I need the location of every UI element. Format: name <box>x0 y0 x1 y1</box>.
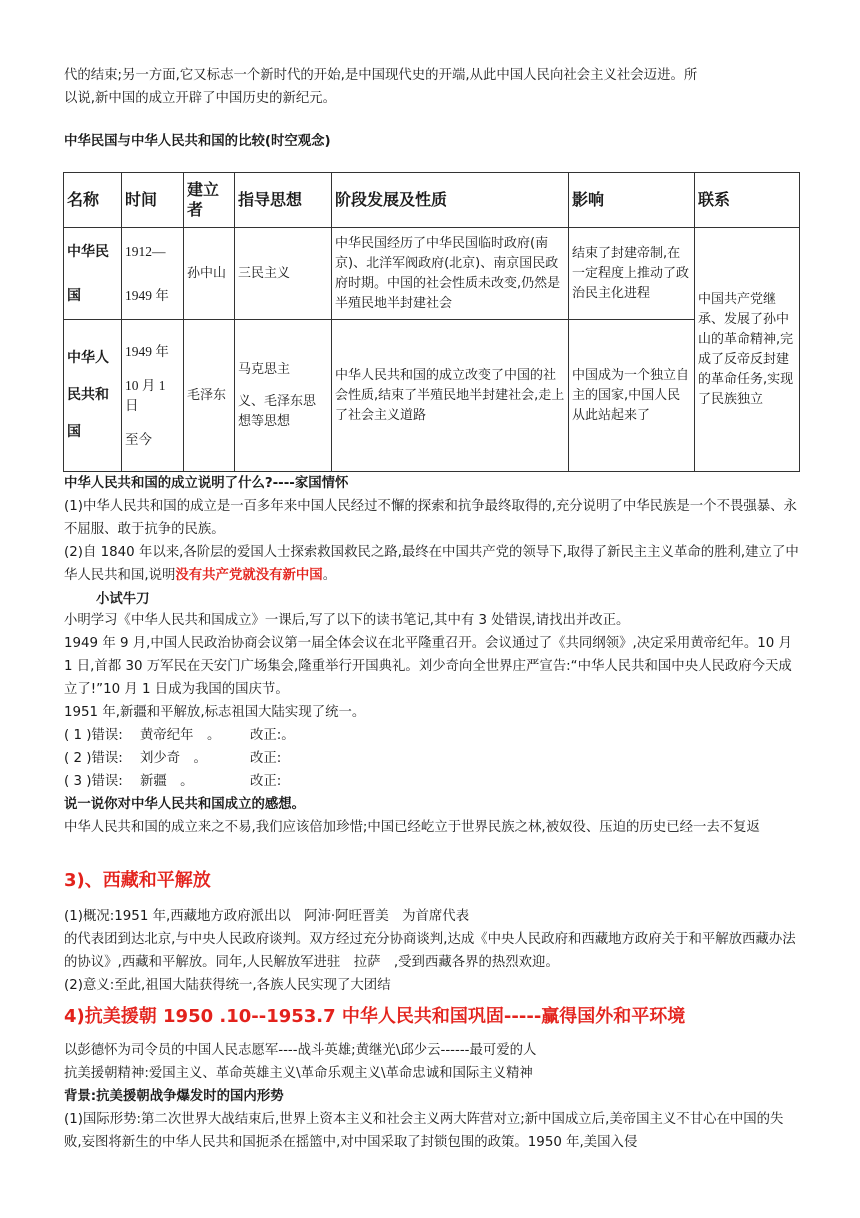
row-relation: 中国共产党继承、发展了孙中山的革命精神,完成了反帝反封建的革命任务,实现了民族独立 <box>695 228 800 472</box>
row-time-end: 1949 年 <box>125 287 169 303</box>
exercise-title: 小试牛刀 <box>96 592 150 607</box>
table-row <box>64 320 800 472</box>
header-relation: 联系 <box>695 173 800 228</box>
significance-p2: (2)自 1840 年以来,各阶层的爱国人士探索救国救民之路,最终在中国共产党的领导下,取得了新民主主义革命的胜利,建立了中华人民共和国,说明没有共产党就没有新中国。 <box>64 545 799 583</box>
intro-line-1: 代的结束;另一方面,它又标志一个新时代的开始,是中国现代史的开端,从此中国人民向社会主义社会迈进。所 <box>64 68 698 83</box>
row-time <box>122 320 184 472</box>
header-impact: 影响 <box>569 173 695 228</box>
row-ideology-a: 马克思主 <box>238 361 291 377</box>
exercise-text-2: 1951 年,新疆和平解放,标志祖国大陆实现了统一。 <box>64 705 366 720</box>
row-nature: 中华人民共和国的成立改变了中国的社会性质,结束了半殖民地半封建社会,走上了社会主义道路 <box>332 320 569 472</box>
row-ideology <box>235 320 332 472</box>
tibet-p3: (2)意义:至此,祖国大陆获得统一,各族人民实现了大团结 <box>64 978 391 993</box>
korea-p1: 以彭德怀为司令员的中国人民志愿军----战斗英雄;黄继光\邱少云------最可爱的人 <box>64 1043 537 1058</box>
comparison-title: 中华民国与中华人民共和国的比较(时空观念) <box>64 134 331 149</box>
error-row-2: ( 2 )错误: 刘少奇 。 改正: <box>64 751 282 766</box>
header-founder: 建立者 <box>184 173 235 228</box>
row-founder: 孙中山 <box>184 228 235 320</box>
tibet-p1: (1)概况:1951 年,西藏地方政府派出以 阿沛·阿旺晋美 为首席代表 <box>64 909 470 924</box>
significance-p1: (1)中华人民共和国的成立是一百多年来中国人民经过不懈的探索和抗争最终取得的,充分说明了中华民族是一个不畏强暴、永不屈服、敢于抗争的民族。 <box>64 499 797 537</box>
row-name: 中华民国 <box>64 228 122 320</box>
table-row <box>64 228 800 320</box>
tibet-p2: 的代表团到达北京,与中央人民政府谈判。双方经过充分协商谈判,达成《中央人民政府和西藏地方政府关于和平解放西藏办法的协议》,西藏和平解放。同年,人民解放军进驻 拉萨 ,受到西藏各界的热烈欢迎。 <box>64 932 796 970</box>
feeling-title: 说一说你对中华人民共和国成立的感想。 <box>64 797 306 812</box>
row-time-end: 至今 <box>125 431 152 447</box>
error-row-3: ( 3 )错误: 新疆 。 改正: <box>64 774 282 789</box>
row-time <box>122 228 184 320</box>
header-time: 时间 <box>122 173 184 228</box>
exercise-intro: 小明学习《中华人民共和国成立》一课后,写了以下的读书笔记,其中有 3 处错误,请找出并改正。 <box>64 613 630 628</box>
significance-title: 中华人民共和国的成立说明了什么?----家国情怀 <box>64 476 349 491</box>
intro-line-2: 以说,新中国的成立开辟了中国历史的新纪元。 <box>64 91 337 106</box>
exercise-text: 1949 年 9 月,中国人民政治协商会议第一届全体会议在北平隆重召开。会议通过了《共同纲领》,决定采用黄帝纪年。10 月 1 日,首都 30 万军民在天安门广场集会,隆重举行开国典礼。刘少奇向全世界庄严宣告:“中华人民共和国中央人民政府今天成立了!”10 月 1 日成为我国的国庆节。 <box>64 636 792 697</box>
table-header-row <box>64 173 800 228</box>
header-nature: 阶段发展及性质 <box>332 173 569 228</box>
row-time-date: 10 月 1 日 <box>125 377 166 413</box>
korea-heading: 4)抗美援朝 1950 .10--1953.7 中华人民共和国巩固-----赢得国外和平环境 <box>64 1006 686 1027</box>
row-ideology: 三民主义 <box>235 228 332 320</box>
row-founder: 毛泽东 <box>184 320 235 472</box>
korea-bg-title: 背景:抗美援朝战争爆发时的国内形势 <box>64 1089 284 1104</box>
row-nature: 中华民国经历了中华民国临时政府(南京)、北洋军阀政府(北京)、南京国民政府时期。中国的社会性质未改变,仍然是半殖民地半封建社会 <box>332 228 569 320</box>
comparison-table <box>63 172 800 472</box>
tibet-heading: 3)、西藏和平解放 <box>64 870 211 891</box>
header-name: 名称 <box>64 173 122 228</box>
highlight-red: 没有共产党就没有新中国 <box>175 568 323 583</box>
row-name: 中华人民共和国 <box>64 320 122 472</box>
row-ideology-b: 义、毛泽东思想等思想 <box>238 393 317 429</box>
korea-p3: (1)国际形势:第二次世界大战结束后,世界上资本主义和社会主义两大阵营对立;新中国成立后,美帝国主义不甘心在中国的失败,妄图将新生的中华人民共和国扼杀在摇篮中,对中国采取了封锁包围的政策。1950 年,美国入侵 <box>64 1112 784 1150</box>
row-time-start: 1912— <box>125 243 166 259</box>
header-ideology: 指导思想 <box>235 173 332 228</box>
error-row-1: ( 1 )错误: 黄帝纪年 。 改正:。 <box>64 728 295 743</box>
korea-p2: 抗美援朝精神:爱国主义、革命英雄主义\革命乐观主义\革命忠诚和国际主义精神 <box>64 1066 533 1081</box>
row-time-start: 1949 年 <box>125 343 169 359</box>
row-impact: 结束了封建帝制,在一定程度上推动了政治民主化进程 <box>569 228 695 320</box>
feeling-text: 中华人民共和国的成立来之不易,我们应该倍加珍惜;中国已经屹立于世界民族之林,被奴役、压迫的历史已经一去不复返 <box>64 820 760 835</box>
row-impact: 中国成为一个独立自主的国家,中国人民从此站起来了 <box>569 320 695 472</box>
